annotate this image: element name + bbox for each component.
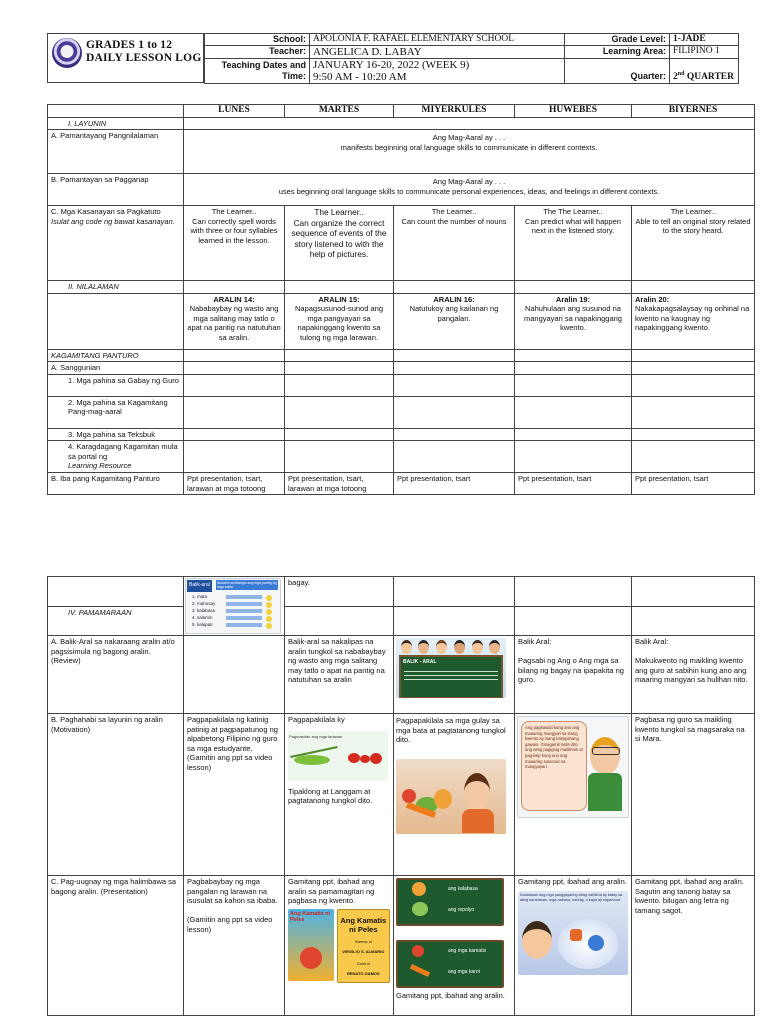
kagamitan-heading: KAGAMITANG PANTURO — [48, 349, 184, 362]
cabbage-icon — [412, 902, 428, 916]
kamatis-cover-small-image — [288, 909, 334, 981]
p-top-gap-3 — [394, 577, 515, 607]
title-line-2: DAILY LESSON LOG — [86, 52, 202, 64]
nilalaman-heading: II. NILALAMAN — [48, 281, 184, 294]
answer-bar — [226, 623, 262, 627]
presentation-label: C. Pag-uugnay ng mga halimbawa sa bagong aralin. (Presentation) — [48, 876, 184, 1016]
glasses-icon — [592, 747, 620, 755]
aralin-16-text: Natutukoy ang kailanan ng pangalan. — [409, 304, 499, 323]
blank-corner — [48, 105, 184, 118]
tomato-icon — [402, 789, 416, 803]
kamatis-title: Ang Kamatis ni Peles — [340, 915, 387, 934]
ant-icon — [348, 753, 360, 763]
ref4-gap-4 — [515, 441, 632, 473]
title-line-1: GRADES 1 to 12 — [86, 39, 173, 51]
squash-icon — [412, 882, 426, 896]
kamatis-cover-image — [337, 909, 390, 983]
slide-word: 5. kalapati — [192, 622, 213, 627]
gulay-label: ang mga karot — [448, 969, 480, 975]
kid-face-icon — [436, 640, 447, 654]
board-line — [404, 679, 498, 680]
presentation-huwebes — [515, 876, 632, 1016]
board-line — [404, 675, 498, 676]
layunin-empty — [184, 117, 755, 130]
p-top-gap-4 — [515, 577, 632, 607]
quarter-value — [670, 71, 739, 84]
teacher-body — [462, 809, 494, 833]
aralin-20-title: Aralin 20: — [635, 294, 670, 304]
review-miyerkules — [394, 636, 515, 714]
quarter-sup: nd — [677, 71, 685, 77]
p-top-blank — [48, 577, 184, 607]
objectives-table — [47, 104, 755, 495]
nilalaman-gap-2 — [285, 281, 394, 294]
review-martes: Balik-aral sa nakalipas na aralin tungkol sa nababaybay ng wasto ang mga salitang may tatlo o apat na pantig na natutuhan sa aralin — [285, 636, 394, 714]
pamamaraan-heading: IV. PAMAMARAAN — [48, 606, 184, 636]
kid-face-icon — [472, 640, 483, 654]
kamatis-author: VIRGILIO S. ALMARIO — [342, 949, 385, 954]
quarter-text: QUARTER — [686, 72, 734, 83]
dot-icon — [266, 609, 272, 615]
p-top-gap-5 — [632, 577, 755, 607]
motivation-lunes: Pagpapakilala ng katinig patinig at pagpapatunog ng alpabetong Filipino ng guro sa mga estudyante. (Gamitin ang ppt sa video lesson) — [184, 714, 285, 876]
pamantayan-b-label: B. Pamantayan sa Pagganap — [48, 174, 184, 206]
scene-caption: Kadalasan ang mga pangyayaring ating nalilikha ay batay sa ating karanasan, mga nabasa, narinig, o kaya ay napanood. — [520, 892, 623, 902]
day-miyerkules: MIYERKULES — [394, 105, 515, 118]
gulay-label: ang mga kamatis — [448, 948, 487, 954]
kid-face-icon — [454, 640, 465, 654]
motivation-label: B. Paghahabi sa layunin ng aralin (Motivation) — [48, 714, 184, 876]
answer-bar — [226, 595, 262, 599]
balik-aral-slide-image — [185, 578, 281, 634]
chalkboard — [399, 655, 503, 698]
pam-gap-5 — [632, 606, 755, 636]
kid-face-icon — [418, 640, 429, 654]
ref1-gap-3 — [394, 374, 515, 396]
tomato-icon — [412, 945, 424, 957]
dates-label-1: Teaching Dates and — [221, 60, 306, 70]
dot-icon — [266, 623, 272, 629]
kasanayan-label-cell — [48, 206, 184, 281]
school-label: School: — [205, 34, 310, 46]
speech-bubble: Ang pagsasabi kung ano ang maaaring mangyari sa isang kwento ay isang kakayahang gawain. Ginagamit natin dito ang ating pagiging malikhain at pag-iisip kung ano ang maaaring susunod na mangyayari. — [521, 721, 587, 811]
quarter-spacer-2 — [670, 59, 739, 72]
balik-aral-slide-cell — [184, 577, 285, 636]
ref-portal-cell — [48, 441, 184, 473]
area-label: Learning Area: — [565, 46, 670, 59]
area-value: FILIPINO 1 — [670, 46, 739, 59]
kasanayan-label: C. Mga Kasanayan sa Pagkatuto — [51, 207, 161, 216]
nilalaman-martes — [285, 293, 394, 349]
kag-gap-1 — [184, 349, 285, 362]
ref2-gap-1 — [184, 396, 285, 428]
aralin-19-title: Aralin 19: — [555, 294, 591, 304]
ref1-gap-2 — [285, 374, 394, 396]
quarter-label: Quarter: — [565, 71, 670, 84]
ref3-gap-5 — [632, 428, 755, 441]
kasanayan-martes: The Learner.. Can organize the correct sequence of events of the story listened to with the help of pictures. — [285, 206, 394, 281]
dot-icon — [266, 595, 272, 601]
aralin-15-title: ARALIN 15: — [318, 294, 360, 304]
time-value: 9:50 AM - 10:20 AM — [310, 71, 565, 84]
kasanayan-sub: Isulat ang code ng bawat kasanayan. — [51, 216, 175, 226]
nilalaman-biyernes — [632, 293, 755, 349]
review-lunes — [184, 636, 285, 714]
school-value: APOLONIA F. RAFAEL ELEMENTARY SCHOOL — [310, 34, 565, 46]
pamantayan-a-label: A. Pamantayang Pangnilalaman — [48, 130, 184, 174]
vegetable-slide-2 — [396, 940, 504, 988]
presentation-miyerkules — [394, 876, 515, 1016]
day-lunes: LUNES — [184, 105, 285, 118]
slide-answer-bars — [226, 595, 262, 627]
teacher-label: Teacher: — [205, 46, 310, 59]
sang-gap-4 — [515, 362, 632, 375]
ref1-gap-1 — [184, 374, 285, 396]
iba-lunes: Ppt presentation, tsart, larawan at mga totoong — [184, 473, 285, 495]
dates-value: JANUARY 16-20, 2022 (WEEK 9) — [310, 59, 565, 72]
presentation-biyernes: Gamitang ppt, ibahad ang aralin. Sagutin ang tanong batay sa kwento. bilugan ang letra ng tamang sagot. — [632, 876, 755, 1016]
presentation-martes — [285, 876, 394, 1016]
pam-gap-2 — [285, 606, 394, 636]
kasanayan-miyerkules: The Learner.. Can count the number of nouns — [394, 206, 515, 281]
sang-gap-2 — [285, 362, 394, 375]
gulay-label: ang kalabasa — [448, 886, 478, 892]
ref-portal-sub: Learning Resource — [68, 461, 132, 470]
ref-kagamitan: 2. Mga pahina sa Kagamitang Pang-mag-aaral — [48, 396, 184, 428]
sang-gap-5 — [632, 362, 755, 375]
slide-header: Basahin at bilangin ang mga pantig ng mga salita — [217, 581, 277, 589]
motivation-martes — [285, 714, 394, 876]
pam-gap-4 — [515, 606, 632, 636]
presentation-martes-text: Gamitang ppt, ibahad ang aralin sa pamamagitan ng pagbasa ng kwento. — [288, 877, 375, 905]
teacher-bubble-image — [517, 716, 629, 818]
iba-huwebes: Ppt presentation, tsart — [515, 473, 632, 495]
nilalaman-miyerkules — [394, 293, 515, 349]
slide-word: 3. kalabasa — [192, 608, 216, 613]
answer-bar — [226, 602, 262, 606]
quarter-num: 2 — [673, 72, 678, 83]
kids-board-image — [396, 638, 506, 698]
ant-body — [360, 755, 370, 763]
motivation-martes-text-2: Tipaklong at Langgam at pagtatanong tungkol dito. — [288, 786, 373, 805]
log-title — [86, 39, 201, 65]
nilalaman-gap-5 — [632, 281, 755, 294]
pamantayan-a-line2: manifests beginning oral language skills to communicate in different contexts. — [340, 142, 598, 152]
sang-gap-3 — [394, 362, 515, 375]
pamantayan-a-line1: Ang Mag-Aaral ay . . . — [432, 133, 506, 142]
ref4-gap-2 — [285, 441, 394, 473]
dot-icon — [266, 602, 272, 608]
nilalaman-huwebes — [515, 293, 632, 349]
quarter-spacer — [565, 59, 670, 72]
ref2-gap-5 — [632, 396, 755, 428]
iba-label: B. Iba pang Kagamitang Panturo — [48, 473, 184, 495]
kasanayan-lunes: The Learner.. Can correctly spell words with three or four syllables learned in the lesson. — [184, 206, 285, 281]
aralin-15-text: Napagsusunod-sunod ang mga pangyayari sa napakinggang kwento sa tulong ng mga larawan. — [295, 304, 383, 342]
kag-gap-5 — [632, 349, 755, 362]
ant-caption: Pagmasdan ang mga larawan — [289, 733, 343, 739]
aralin-16-title: ARALIN 16: — [433, 294, 475, 304]
nilalaman-lunes — [184, 293, 285, 349]
ref3-gap-2 — [285, 428, 394, 441]
kid-face-icon — [489, 640, 500, 654]
carrot-icon — [410, 964, 430, 977]
imagination-scene-image — [518, 891, 628, 975]
kag-gap-4 — [515, 349, 632, 362]
day-martes: MARTES — [285, 105, 394, 118]
day-huwebes: HUWEBES — [515, 105, 632, 118]
pamantayan-b-line1: Ang Mag-Aaral ay . . . — [432, 177, 506, 186]
ref4-gap-5 — [632, 441, 755, 473]
grade-value: 1-JADE — [670, 34, 739, 46]
pam-gap-3 — [394, 606, 515, 636]
vegetables-teacher-image — [396, 759, 506, 834]
answer-bar — [226, 616, 262, 620]
ref4-gap-3 — [394, 441, 515, 473]
kasanayan-biyernes: The Learner.. Able to tell an original story related to the story heard. — [632, 206, 755, 281]
kag-gap-3 — [394, 349, 515, 362]
tomato-icon — [300, 947, 322, 969]
ref2-gap-3 — [394, 396, 515, 428]
day-biyernes: BIYERNES — [632, 105, 755, 118]
gulay-label: ang repolyo — [448, 907, 475, 913]
review-huwebes: Balik Aral: Pagsabi ng Ang o Ang mga sa bilang ng bagay na ipapakita ng guro. — [515, 636, 632, 714]
ref4-gap-1 — [184, 441, 285, 473]
motivation-miyerkules — [394, 714, 515, 876]
kamatis-illus-label: Guhit ni — [356, 961, 370, 966]
slide-dots — [266, 595, 274, 629]
header-logo-block — [47, 33, 204, 83]
ref2-gap-4 — [515, 396, 632, 428]
ref3-gap-3 — [394, 428, 515, 441]
kag-gap-2 — [285, 349, 394, 362]
idea-icon — [570, 929, 582, 941]
slide-word-list — [192, 593, 215, 628]
presentation-huwebes-text: Gamitang ppt, ibahad ang aralin. — [518, 877, 627, 886]
ref3-gap-4 — [515, 428, 632, 441]
squash-icon — [434, 789, 452, 809]
presentation-lunes: Pagbabaybay ng mga pangalan ng larawan na isusulat sa kahon sa ibaba. (Gamitin ang ppt sa video lesson) — [184, 876, 285, 1016]
procedure-table — [47, 576, 755, 1016]
book-covers — [288, 909, 390, 983]
slide-tag: Balik-aral — [187, 580, 212, 592]
board-line — [404, 671, 498, 672]
motivation-huwebes — [515, 714, 632, 876]
grade-label: Grade Level: — [565, 34, 670, 46]
iba-martes: Ppt presentation, tsart, larawan at mga totoong — [285, 473, 394, 495]
ref3-gap-1 — [184, 428, 285, 441]
dates-label-2: Time: — [282, 71, 306, 81]
grasshopper-ant-image — [288, 731, 388, 781]
book-icon — [588, 773, 622, 811]
header-info-table — [204, 33, 739, 84]
days-header-row — [48, 105, 755, 118]
nilalaman-gap-1 — [184, 281, 285, 294]
kid-face-icon — [401, 640, 412, 654]
board-title: BALIK - ARAL — [403, 659, 437, 665]
slide-word: 1. mata — [192, 594, 208, 599]
nilalaman-gap-3 — [394, 281, 515, 294]
iba-miyerkules: Ppt presentation, tsart — [394, 473, 515, 495]
ref-gabay: 1. Mga pahina sa Gabay ng Guro — [48, 374, 184, 396]
ref2-gap-2 — [285, 396, 394, 428]
dot-icon — [266, 616, 272, 622]
vegetable-slide-1 — [396, 878, 504, 926]
presentation-miyerkules-text: Gamitang ppt, ibahad ang aralin. — [396, 991, 505, 1000]
deped-seal-icon — [52, 38, 82, 68]
nilalaman-blank — [48, 293, 184, 349]
review-biyernes: Balik Aral: Makukwento ng maikling kwento ang guro at sabihin kung ano ang maaring mangyari sa hulihan nito. — [632, 636, 755, 714]
kamatis-illus: RENATO GAMOS — [346, 971, 380, 976]
layunin-heading: I. LAYUNIN — [48, 117, 184, 130]
ref1-gap-5 — [632, 374, 755, 396]
motivation-biyernes: Pagbasa ng guro sa maikling kwento tungkol sa magsaraka na si Mara. — [632, 714, 755, 876]
kamatis-author-label: Kwento ni — [354, 939, 372, 944]
bagay-cell: bagay. — [285, 577, 394, 607]
iba-biyernes: Ppt presentation, tsart — [632, 473, 755, 495]
pamantayan-a-content — [184, 130, 755, 174]
pamantayan-b-line2: uses beginning oral language skills to communicate personal experiences, ideas, and feelings in different contexts. — [278, 186, 660, 196]
aralin-19-text: Nahuhulaan ang susunod na mangyayari sa napakinggang kwento. — [524, 304, 622, 332]
dates-label — [205, 59, 310, 84]
kasanayan-huwebes: The The Learner.. Can predict what will happen next in the listened story. — [515, 206, 632, 281]
boy-face-icon — [590, 737, 620, 775]
review-label: A. Balik-Aral sa nakaraang aralin at/o pagsisimula ng bagong aralin.(Review) — [48, 636, 184, 714]
aralin-14-text: Nababaybay ng wasto ang mga salitang may tatlo o apat na pantig na natutuhan sa aralin. — [187, 304, 281, 342]
teacher-face-icon — [464, 773, 490, 811]
motivation-miyerkules-text: Pagpapakilala sa mga gulay sa mga bata at pagtatanong tungkol dito. — [396, 716, 506, 744]
ant-body — [370, 753, 382, 764]
sanggunian-heading: A. Sanggunian — [48, 362, 184, 375]
ref-portal: 4. Karagdagang Kagamitan mula sa portal ng — [68, 442, 178, 461]
aralin-20-text: Nakakapagsalaysay ng orihinal na kwento na kaugnay ng napakinggang kwento. — [635, 304, 750, 332]
motivation-martes-text-1: Pagpapakilala ky — [288, 715, 345, 724]
slide-word: 2. mahusay — [192, 601, 216, 606]
idea-icon — [588, 935, 604, 951]
pamantayan-b-content — [184, 174, 755, 206]
child-face-icon — [522, 921, 552, 959]
answer-bar — [226, 609, 262, 613]
nilalaman-gap-4 — [515, 281, 632, 294]
teacher-value: ANGELICA D. LABAY — [310, 46, 565, 59]
ref1-gap-4 — [515, 374, 632, 396]
sang-gap-1 — [184, 362, 285, 375]
aralin-14-title: ARALIN 14: — [213, 294, 255, 304]
cover-small-title: Ang Kamatis ni Peles — [290, 910, 331, 923]
slide-word: 4. salamin — [192, 615, 213, 620]
ref-teksbuk: 3. Mga pahina sa Teksbuk — [48, 428, 184, 441]
